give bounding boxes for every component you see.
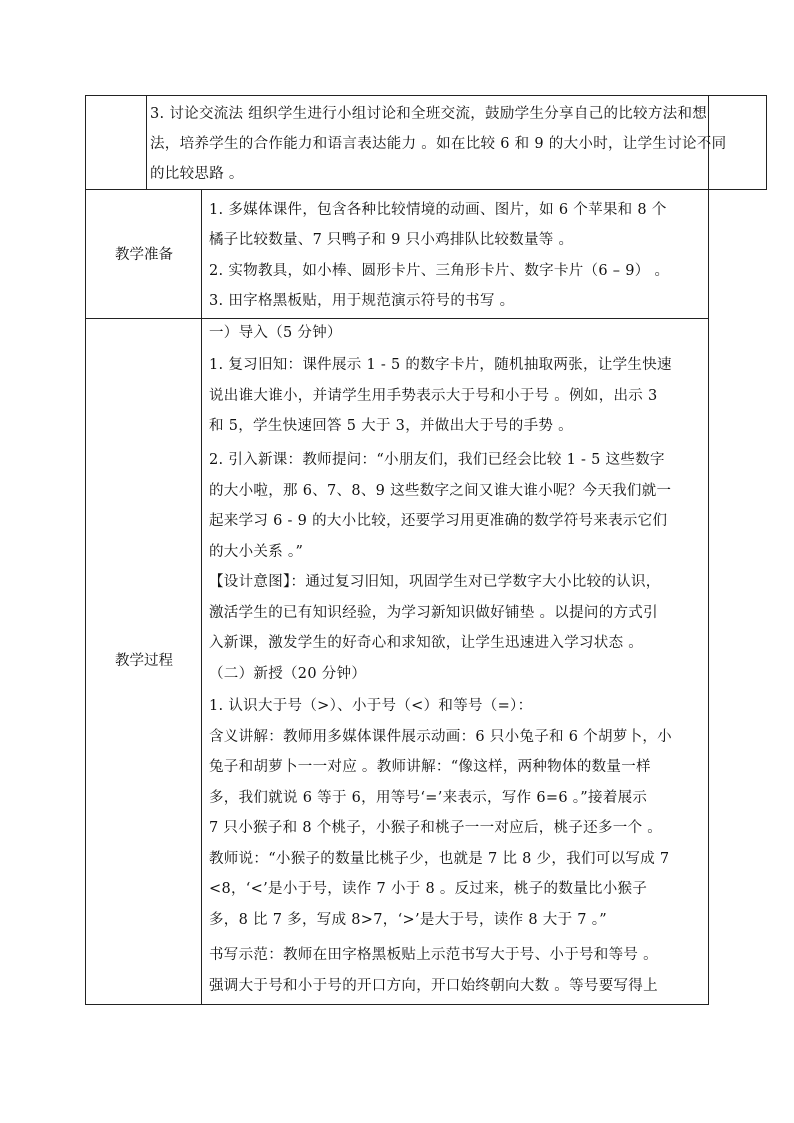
- process-line-20: 多，8 比 7 多，写成 8>7，‘>’是大于号，读作 8 大于 7 。”: [209, 912, 608, 928]
- preparation-line-4: 3. 田字格黑板贴，用于规范演示符号的书写 。: [209, 293, 515, 309]
- process-line-21: 书写示范：教师在田字格黑板贴上示范书写大于号、小于号和等号 。: [209, 947, 658, 963]
- process-line-13: 1. 认识大于号（>）、小于号（<）和等号（=）：: [209, 698, 533, 714]
- table-row-divider-2: [85, 318, 708, 319]
- table-border-left: [85, 95, 86, 1005]
- process-line-17: 7 只小猴子和 8 个桃子，小猴子和桃子一一对应后，桃子还多一个 。: [209, 820, 663, 836]
- methods-line-3: 的比较思路 。: [150, 166, 244, 182]
- process-line-10: 激活学生的已有知识经验，为学习新知识做好铺垫 。以提问的方式引: [209, 605, 658, 621]
- process-line-8: 的大小关系 。”: [209, 544, 304, 560]
- process-line-2: 1. 复习旧知：课件展示 1 - 5 的数字卡片，随机抽取两张，让学生快速: [209, 357, 672, 373]
- process-label: 教学过程: [115, 653, 173, 669]
- process-line-3: 说出谁大谁小，并请学生用手势表示大于号和小于号 。例如，出示 3: [209, 388, 658, 404]
- preparation-line-1: 1. 多媒体课件，包含各种比较情境的动画、图片，如 6 个苹果和 8 个: [209, 202, 667, 218]
- process-line-7: 起来学习 6 - 9 的大小比较，还要学习用更准确的数学符号来表示它们: [209, 513, 668, 529]
- process-line-5: 2. 引入新课：教师提问：“小朋友们，我们已经会比较 1 - 5 这些数字: [209, 452, 665, 468]
- process-line-22: 强调大于号和小于号的开口方向，开口始终朝向大数 。等号要写得上: [209, 978, 658, 994]
- preparation-label: 教学准备: [115, 247, 173, 263]
- process-line-9: 【设计意图】：通过复习旧知，巩固学生对已学数字大小比较的认识，: [209, 574, 661, 590]
- table-border-top: [85, 95, 766, 96]
- table-border-bottom: [85, 1004, 708, 1005]
- table-row-divider-1: [85, 189, 766, 190]
- process-line-1: 一）导入（5 分钟）: [209, 325, 342, 341]
- preparation-line-3: 2. 实物教具，如小棒、圆形卡片、三角形卡片、数字卡片（6 – 9） 。: [209, 263, 670, 279]
- process-line-14: 含义讲解：教师用多媒体课件展示动画：6 只小兔子和 6 个胡萝卜，小: [209, 729, 672, 745]
- table-border-right-upper: [766, 95, 767, 190]
- methods-line-2: 法，培养学生的合作能力和语言表达能力 。如在比较 6 和 9 的大小时，让学生讨论不同: [150, 136, 727, 152]
- process-line-16: 多，我们就说 6 等于 6，用等号‘=’来表示，写作 6=6 。”接着展示: [209, 790, 648, 806]
- table-divider-column-2: [201, 190, 202, 1005]
- process-line-6: 的大小啦，那 6、7、8、9 这些数字之间又谁大谁小呢？今天我们就一: [209, 483, 672, 499]
- methods-line-1: 3. 讨论交流法 组织学生进行小组讨论和全班交流，鼓励学生分享自己的比较方法和想: [150, 106, 708, 122]
- process-line-11: 入新课，激发学生的好奇心和求知欲，让学生迅速进入学习状态 。: [209, 635, 644, 651]
- process-line-19: <8，‘<’是小于号，读作 7 小于 8 。反过来，桃子的数量比小猴子: [209, 881, 648, 897]
- process-line-12: （二）新授（20 分钟）: [209, 666, 367, 682]
- preparation-line-2: 橘子比较数量、7 只鸭子和 9 只小鸡排队比较数量等 。: [209, 232, 574, 248]
- table-border-right: [708, 95, 709, 1005]
- process-line-4: 和 5，学生快速回答 5 大于 3，并做出大于号的手势 。: [209, 418, 573, 434]
- table-divider-column: [146, 95, 147, 190]
- process-line-18: 教师说：“小猴子的数量比桃子少，也就是 7 比 8 少，我们可以写成 7: [209, 851, 670, 867]
- process-line-15: 兔子和胡萝卜一一对应 。教师讲解：“像这样，两种物体的数量一样: [209, 759, 651, 775]
